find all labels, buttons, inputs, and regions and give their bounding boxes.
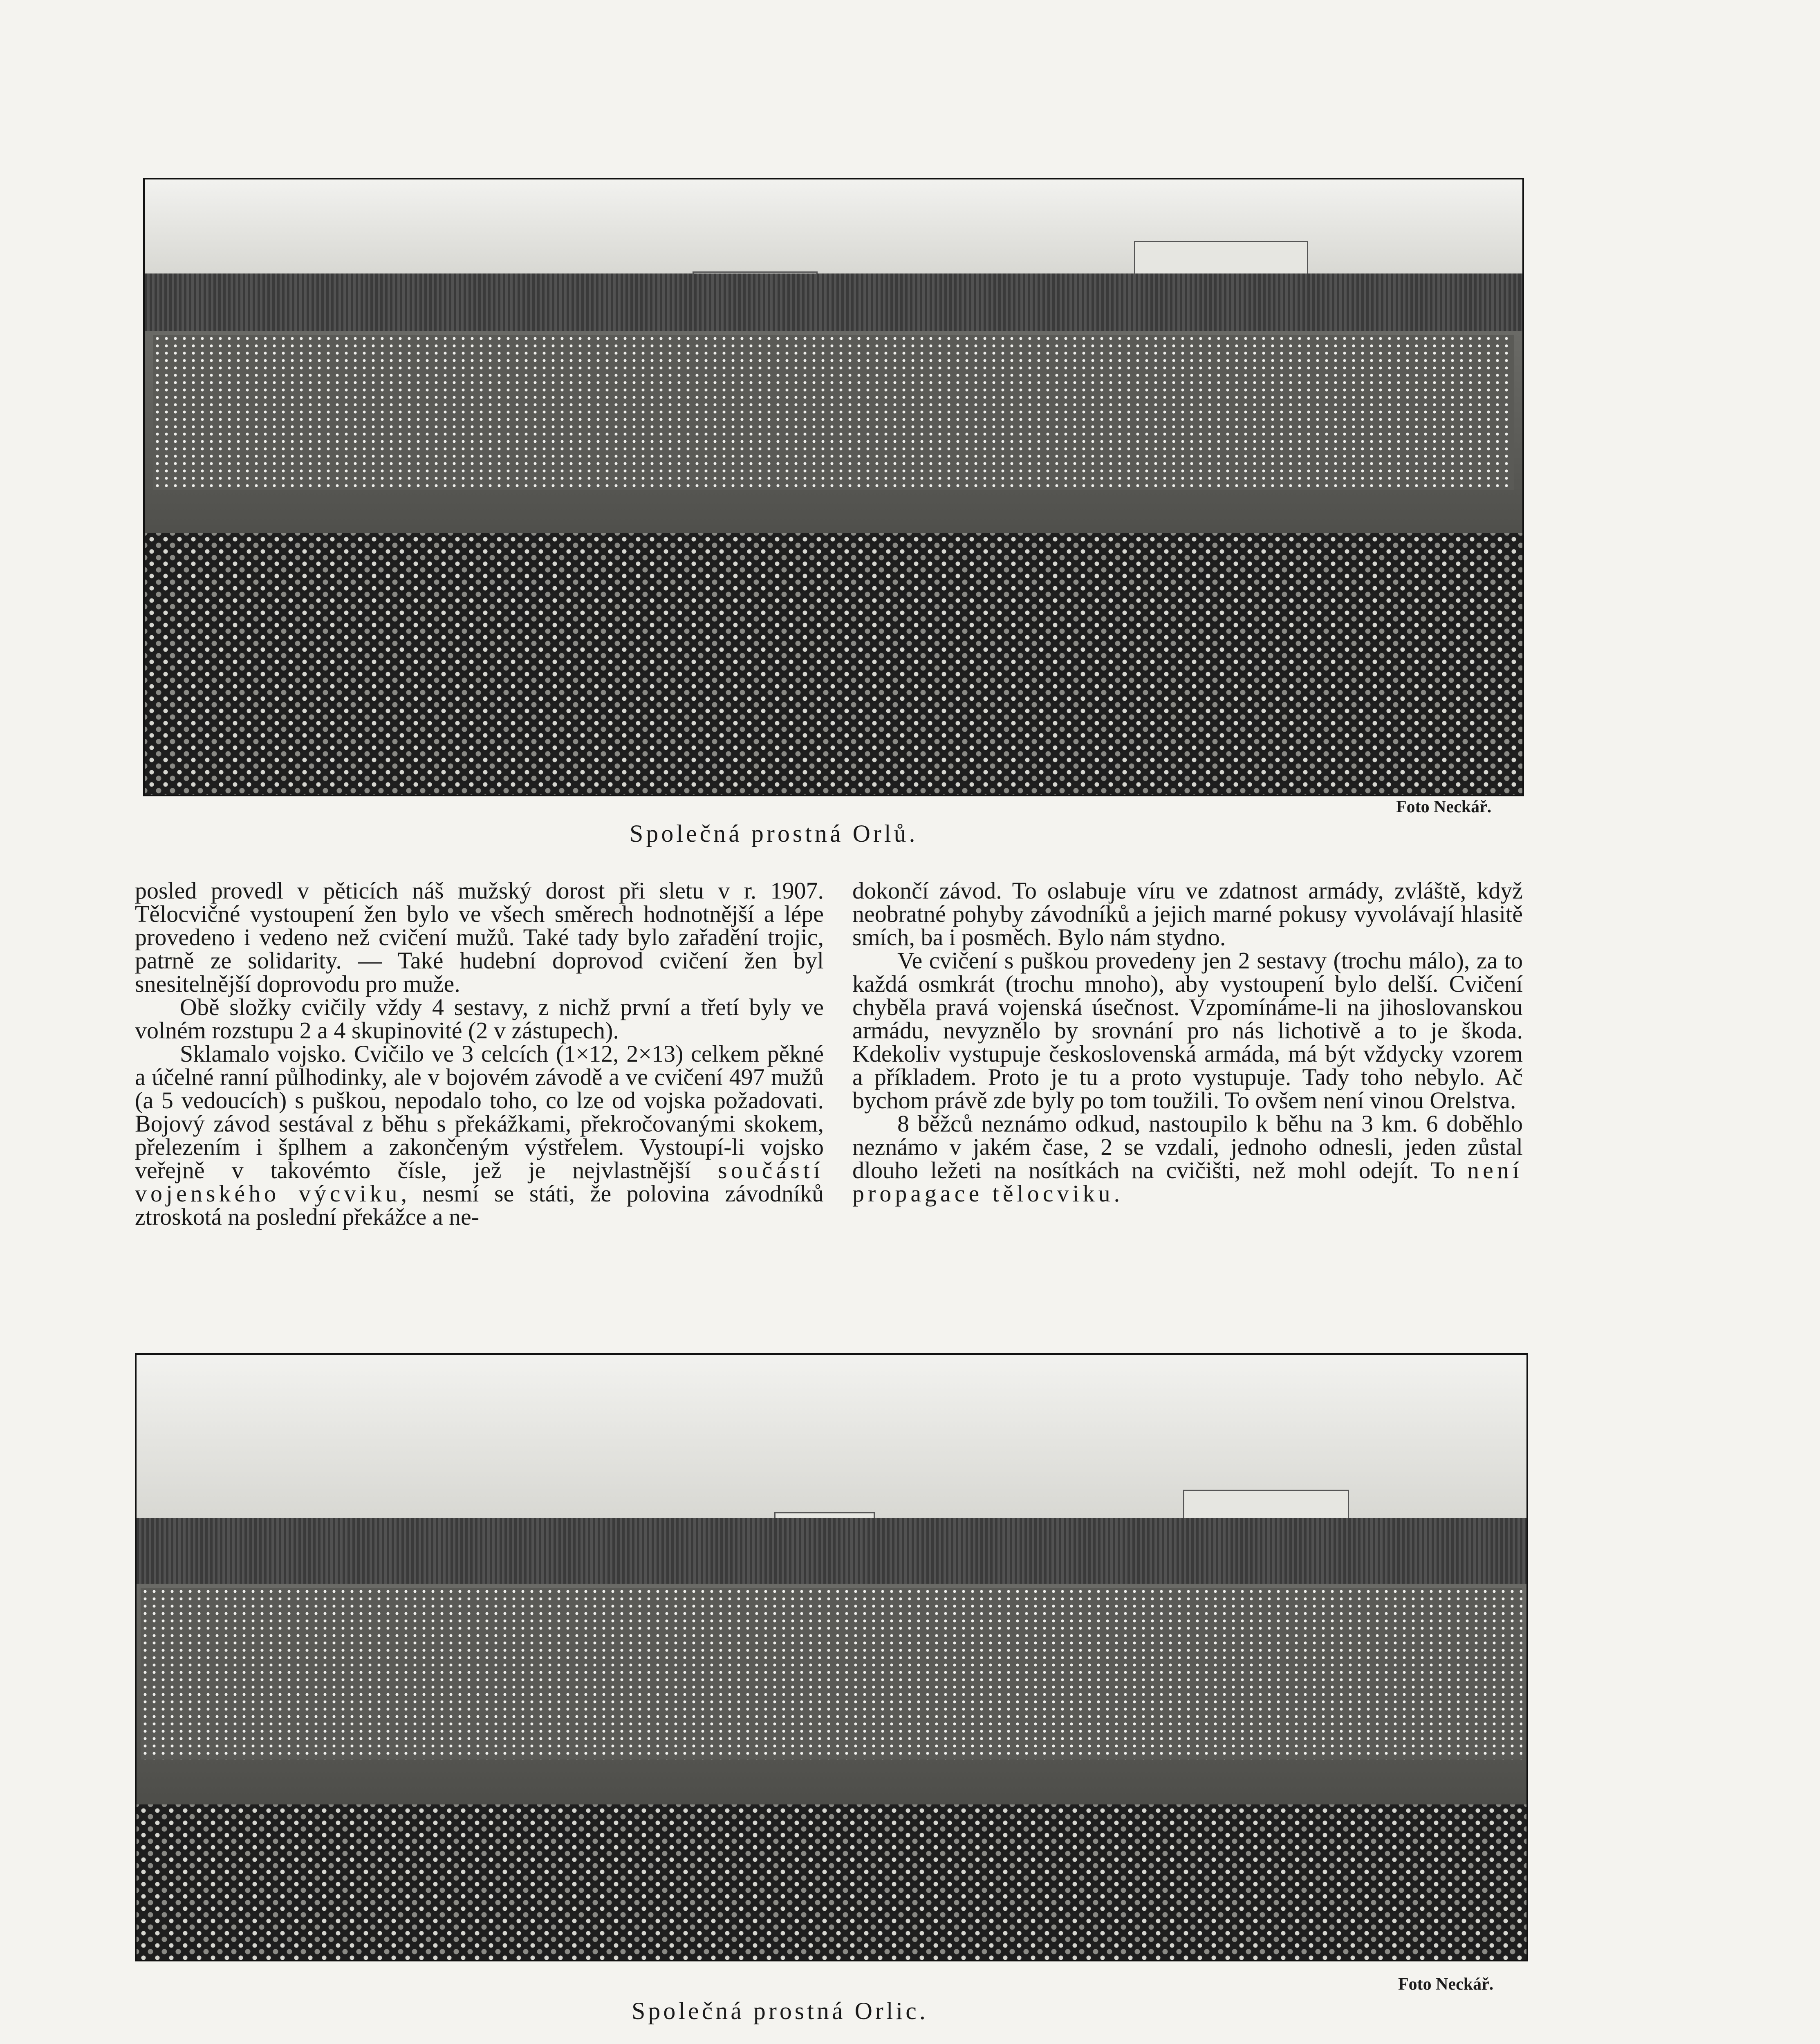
text-column-left [135, 879, 824, 1228]
paragraph: Obě složky cvičily vždy 4 sestavy, z nichž první a třetí byly ve volném rozstupu 2 a 4 skupinovité (2 v zástupech). [135, 994, 824, 1044]
paragraph: dokončí závod. To oslabuje víru ve zdatnost armády, zvláště, když neobratné pohyby závodníků a jejich marné pokusy vyvolávají hlasitě smích, ba i posměch. Bylo nám stydno. [852, 877, 1523, 950]
paragraph [852, 1112, 1523, 1205]
photo-caption-1: Společná prostná Orlů. [630, 820, 918, 847]
photo-credit-1: Foto Neckář. [1396, 798, 1492, 816]
photo-credit-2: Foto Neckář. [1398, 1975, 1494, 1994]
photo-orel-women-exercise [135, 1353, 1528, 1961]
gymnast-formation [153, 335, 1514, 490]
paragraph-text: , nesmí se státi, že polovina závodníků ztroskotá na poslední překážce a ne- [135, 1180, 824, 1230]
photo-stands [145, 273, 1522, 331]
paragraph-text: . [1114, 1180, 1120, 1207]
text-column-right [852, 879, 1523, 1205]
paragraph-text: Sklamalo vojsko. Cvičilo ve 3 celcích (1×12, 2×13) celkem pěkné a účelné ranní půlhodinky, ale v bojovém závodě a ve cvičení 497 mužů (a 5 vedoucích) s puškou, nepodalo toho, co lze od vojska požadovati. Bojový závod sestával z běhu s překážkami, překročovanými skokem, přelezením i šplhem a zakončeným výstřelem. Vystoupí-li vojsko veřejně v takovémto čísle, jež je nejvlastnější [135, 1040, 824, 1183]
paragraph: posled provedl v pěticích náš mužský dorost při sletu v r. 1907. Tělocvičné vystoupení žen bylo ve všech směrech hodnotnější a lépe provedeno i vedeno než cvičení mužů. Také tady bylo zařadění trojic, patrně ze solidarity. — Také hudební doprovod cvičení žen byl snesitelnější doprovodu pro muže. [135, 877, 824, 997]
paragraph-text: 8 běžců neznámo odkud, nastoupilo k běhu na 3 km. 6 doběhlo neznámo v jakém čase, 2 se vzdali, jednoho odnesli, jeden zůstal dlouho ležeti na nosítkách na cvičišti, než mohl odejít. To [852, 1110, 1523, 1183]
photo-stands [137, 1518, 1526, 1584]
gymnast-formation [141, 1588, 1522, 1759]
spaced-emphasis: součástí vojenského výcviku [135, 1157, 824, 1207]
photo-sky [145, 179, 1522, 273]
paragraph [135, 1042, 824, 1228]
spaced-emphasis: není propagace tělocviku [852, 1157, 1523, 1207]
photo-crowd [145, 533, 1522, 795]
photo-orel-men-exercise [143, 178, 1524, 796]
paragraph: Ve cvičení s puškou provedeny jen 2 sestavy (trochu málo), za to každá osmkrát (trochu mnoho), aby vystoupení bylo delší. Cvičení chyběla pravá vojenská úsečnost. Vzpomínáme-li na jihoslovanskou armádu, nevyznělo by srovnání pro nás lichotivě a to je škoda. Kdekoliv vystupuje československá armáda, má být vždycky vzorem a příkladem. Proto je tu a proto vystupuje. Tady toho nebylo. Ač bychom právě zde byly po tom toužili. To ovšem není vinou Orelstva. [852, 947, 1523, 1114]
photo-crowd [137, 1804, 1526, 1960]
photo-caption-2: Společná prostná Orlic. [632, 1997, 928, 2024]
